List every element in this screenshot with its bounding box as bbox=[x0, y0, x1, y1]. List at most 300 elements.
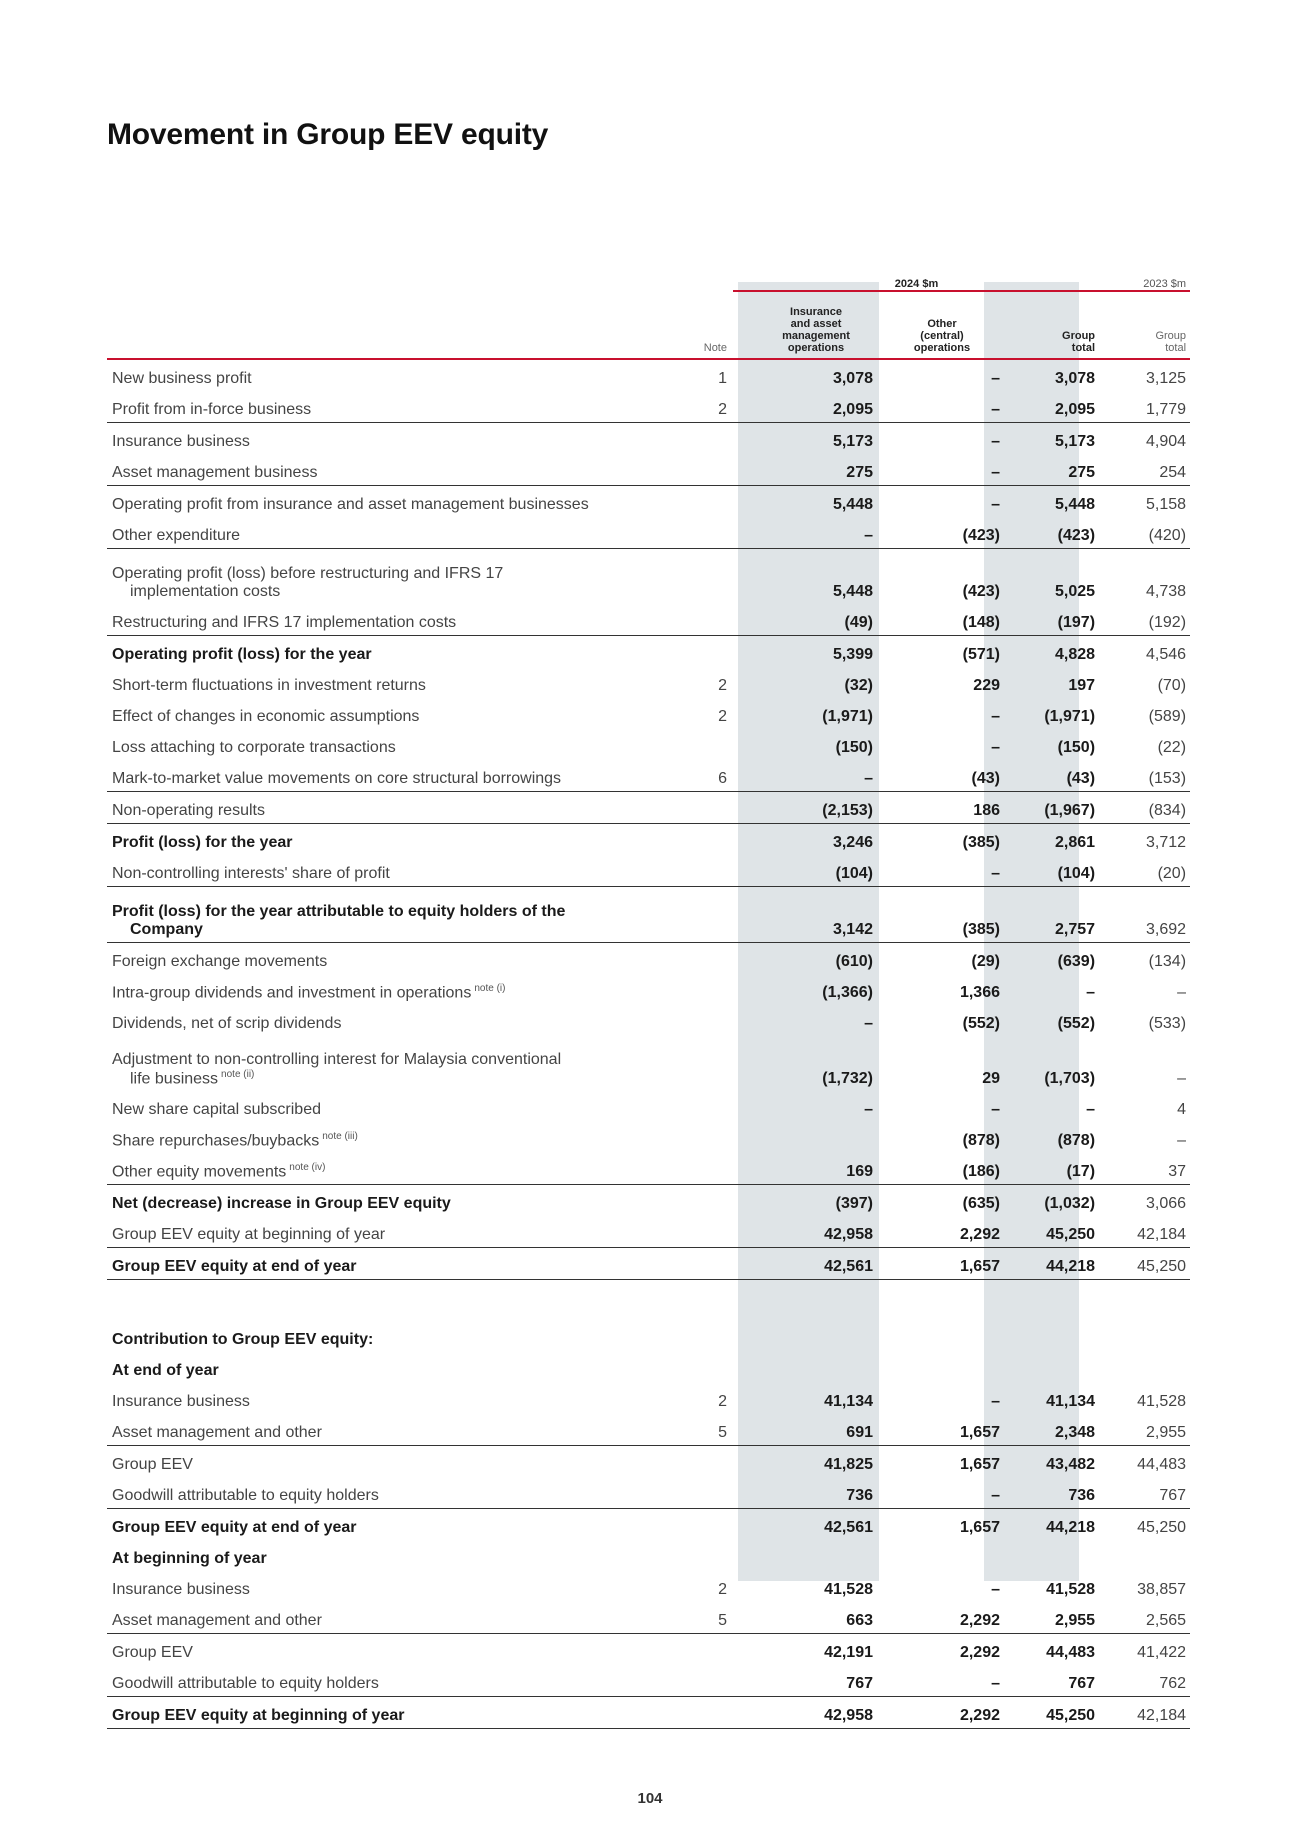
note-cell bbox=[615, 1122, 733, 1153]
note-cell bbox=[615, 1036, 733, 1091]
insurance-value-cell: (610) bbox=[835, 953, 873, 970]
row-label bbox=[107, 1005, 615, 1036]
table-row bbox=[107, 1005, 1190, 1036]
row-label-text: Profit (loss) for the year attributable to equity holders of the bbox=[112, 903, 566, 920]
group-total-2023-value-cell: 254 bbox=[1100, 454, 1190, 486]
group-total-2023-value-cell: 1,779 bbox=[1100, 391, 1190, 423]
group-total-value-cell: 45,250 bbox=[1005, 1216, 1100, 1248]
note-cell bbox=[615, 974, 733, 1005]
footnote-reference: note (i) bbox=[474, 982, 506, 994]
table-row bbox=[107, 1477, 1190, 1509]
insurance-value-cell: (1,366) bbox=[822, 984, 873, 1001]
note-cell bbox=[615, 1153, 733, 1185]
group-total-2023-value-cell: 4,904 bbox=[1145, 433, 1187, 450]
group-total-value-cell: 2,348 bbox=[1005, 1414, 1100, 1446]
page-number: 104 bbox=[637, 1790, 663, 1807]
other-value-cell: (423) bbox=[879, 517, 1005, 549]
insurance-value-cell: 41,134 bbox=[824, 1393, 873, 1410]
table-row bbox=[107, 760, 1190, 792]
group-total-2023-value-cell: (192) bbox=[1100, 604, 1190, 636]
other-value-cell: 29 bbox=[982, 1070, 1000, 1087]
row-label bbox=[107, 636, 615, 668]
row-label bbox=[107, 887, 615, 943]
other-value-cell: (385) bbox=[962, 834, 1000, 851]
insurance-value-cell: (397) bbox=[835, 1195, 873, 1212]
table-row bbox=[107, 792, 1190, 824]
row-label-continuation-text: life business bbox=[130, 1070, 219, 1087]
table-row bbox=[107, 1697, 1190, 1729]
table-row bbox=[107, 824, 1190, 856]
other-value-cell: (43) bbox=[879, 760, 1005, 792]
footnote-reference: note (iii) bbox=[322, 1130, 358, 1142]
table-row bbox=[107, 636, 1190, 668]
row-label bbox=[107, 1602, 615, 1634]
row-label bbox=[107, 1634, 615, 1666]
note-cell bbox=[615, 1634, 733, 1666]
group-total-2023-value-cell: – bbox=[1177, 984, 1187, 1001]
row-label bbox=[107, 604, 615, 636]
table-row bbox=[107, 1153, 1190, 1185]
other-value-cell: 1,366 bbox=[959, 984, 1000, 1001]
note-cell bbox=[615, 1540, 733, 1571]
note-cell: 6 bbox=[615, 760, 733, 792]
group-total-2023-value-cell: 762 bbox=[1100, 1665, 1190, 1697]
row-label-text: New share capital subscribed bbox=[112, 1101, 321, 1118]
note-cell bbox=[615, 792, 733, 824]
note-cell bbox=[615, 824, 733, 856]
other-value-cell: 2,292 bbox=[879, 1216, 1005, 1248]
group-total-2023-value-cell: 4,738 bbox=[1145, 583, 1187, 600]
row-label bbox=[107, 1036, 615, 1091]
other-value-cell: 2,292 bbox=[959, 1644, 1000, 1661]
insurance-value-cell: 42,191 bbox=[824, 1644, 873, 1661]
group-total-value-cell: – bbox=[1086, 984, 1096, 1001]
row-label bbox=[107, 1540, 615, 1571]
other-value-cell: (148) bbox=[879, 604, 1005, 636]
row-label bbox=[107, 1153, 615, 1185]
table-body bbox=[107, 359, 1190, 1729]
group-total-value-cell: (1,703) bbox=[1044, 1070, 1096, 1087]
note-cell: 2 bbox=[718, 677, 727, 694]
other-value-cell: 229 bbox=[973, 677, 1000, 694]
row-label-text: Net (decrease) increase in Group EEV equity bbox=[112, 1195, 451, 1212]
row-label bbox=[107, 486, 615, 518]
table-row bbox=[107, 517, 1190, 549]
spacer-row bbox=[107, 1280, 1190, 1322]
group-total-2023-value-cell bbox=[1100, 1280, 1190, 1322]
group-total-value-cell bbox=[1005, 1352, 1100, 1383]
table-row bbox=[107, 1248, 1190, 1280]
row-label-text: At beginning of year bbox=[112, 1550, 267, 1567]
note-cell bbox=[615, 454, 733, 486]
group-total-2023-column-heading bbox=[1100, 291, 1190, 359]
insurance-value-cell: 41,528 bbox=[824, 1581, 873, 1598]
group-total-2023-value-cell: 3,066 bbox=[1145, 1195, 1187, 1212]
group-total-2023-value-cell: (20) bbox=[1100, 855, 1190, 887]
table-row bbox=[107, 391, 1190, 423]
group-total-value-cell: 197 bbox=[1068, 677, 1096, 694]
group-total-value-cell bbox=[1005, 1321, 1100, 1352]
row-label bbox=[107, 1185, 615, 1217]
insurance-value-cell: 42,561 bbox=[824, 1519, 873, 1536]
other-value-cell: – bbox=[991, 1581, 1000, 1598]
table-row bbox=[107, 1634, 1190, 1666]
group-total-2023-value-cell bbox=[1100, 1321, 1190, 1352]
group-total-value-cell: 767 bbox=[1005, 1665, 1100, 1697]
insurance-value-cell: (104) bbox=[733, 855, 879, 887]
table-row bbox=[107, 1446, 1190, 1478]
insurance-value-cell: 42,958 bbox=[733, 1697, 879, 1729]
table-row bbox=[107, 486, 1190, 518]
insurance-value-cell: (2,153) bbox=[733, 792, 879, 824]
row-label bbox=[107, 667, 615, 698]
row-label-text: New business profit bbox=[112, 370, 252, 387]
insurance-value-cell: – bbox=[733, 760, 879, 792]
group-total-value-cell: 736 bbox=[1005, 1477, 1100, 1509]
group-total-2023-value-cell: (420) bbox=[1100, 517, 1190, 549]
group-total-2023-value-cell: 4 bbox=[1177, 1101, 1187, 1118]
group-total-2023-value-cell: 45,250 bbox=[1137, 1519, 1187, 1536]
row-label-text: Group EEV equity at beginning of year bbox=[112, 1226, 386, 1243]
year-2024-heading: 2024 $m bbox=[733, 270, 1100, 291]
table-row bbox=[107, 698, 1190, 729]
group-total-value-cell: (150) bbox=[1057, 739, 1096, 756]
other-value-cell: (635) bbox=[962, 1195, 1000, 1212]
other-value-cell: (878) bbox=[962, 1132, 1000, 1149]
group-total-value-cell: (17) bbox=[1005, 1153, 1100, 1185]
other-value-cell: 1,657 bbox=[879, 1414, 1005, 1446]
note-cell bbox=[615, 1352, 733, 1383]
group-total-value-cell: 3,078 bbox=[1054, 370, 1096, 387]
other-value-cell bbox=[879, 1540, 1005, 1571]
row-label-text: Contribution to Group EEV equity: bbox=[112, 1331, 374, 1348]
table-row bbox=[107, 729, 1190, 760]
footnote-reference: note (ii) bbox=[221, 1068, 255, 1080]
year-2023-heading: 2023 $m bbox=[1100, 270, 1190, 291]
note-cell: 2 bbox=[718, 1393, 727, 1410]
table-row bbox=[107, 667, 1190, 698]
other-value-cell: (29) bbox=[971, 953, 1000, 970]
row-label-text: Asset management and other bbox=[112, 1612, 322, 1629]
table-row bbox=[107, 1216, 1190, 1248]
section-heading-row bbox=[107, 1352, 1190, 1383]
row-label-text: Profit (loss) for the year bbox=[112, 834, 293, 851]
row-label-text: Group EEV bbox=[112, 1644, 193, 1661]
insurance-heading-line: operations bbox=[787, 342, 845, 354]
other-value-cell: – bbox=[879, 1665, 1005, 1697]
other-value-cell: – bbox=[879, 391, 1005, 423]
other-heading-line: Other bbox=[927, 318, 957, 330]
row-label bbox=[107, 974, 615, 1005]
other-value-cell: (423) bbox=[962, 583, 1000, 600]
group-total-value-cell: 5,173 bbox=[1054, 433, 1096, 450]
row-label bbox=[107, 824, 615, 856]
table-row bbox=[107, 1509, 1190, 1541]
group-total-value-cell bbox=[1005, 1280, 1100, 1322]
group-total-value-cell: (423) bbox=[1005, 517, 1100, 549]
note-cell bbox=[615, 423, 733, 455]
group-total-2023-value-cell: 38,857 bbox=[1137, 1581, 1187, 1598]
group-total-2023-value-cell: 37 bbox=[1100, 1153, 1190, 1185]
note-cell bbox=[615, 943, 733, 975]
other-value-cell: – bbox=[991, 433, 1000, 450]
note-cell bbox=[615, 636, 733, 668]
row-label bbox=[107, 1091, 615, 1122]
table-row bbox=[107, 974, 1190, 1005]
other-value-cell: – bbox=[879, 855, 1005, 887]
row-label-text: Other equity movements bbox=[112, 1163, 287, 1180]
note-cell bbox=[615, 1477, 733, 1509]
note-cell bbox=[615, 486, 733, 518]
note-cell: 5 bbox=[615, 1414, 733, 1446]
other-value-cell: (571) bbox=[962, 646, 1000, 663]
note-cell bbox=[615, 729, 733, 760]
insurance-value-cell: 663 bbox=[733, 1602, 879, 1634]
group-total-value-cell: (639) bbox=[1057, 953, 1096, 970]
eev-equity-table bbox=[107, 270, 1190, 1729]
row-label bbox=[107, 792, 615, 824]
group-total-2023-value-cell: 3,692 bbox=[1100, 887, 1190, 943]
group-total-value-cell: 5,025 bbox=[1054, 583, 1096, 600]
note-cell: 2 bbox=[718, 708, 727, 725]
row-label-continuation bbox=[112, 583, 615, 601]
other-value-cell: – bbox=[991, 1393, 1000, 1410]
other-value-cell: (385) bbox=[879, 887, 1005, 943]
row-label-text: Loss attaching to corporate transactions bbox=[112, 739, 396, 756]
insurance-value-cell: 275 bbox=[733, 454, 879, 486]
row-label-continuation bbox=[112, 1069, 615, 1088]
footnote-reference: note (iv) bbox=[289, 1161, 326, 1173]
group-total-value-cell: 4,828 bbox=[1054, 646, 1096, 663]
row-label-text: Mark-to-market value movements on core structural borrowings bbox=[112, 770, 562, 787]
table-row bbox=[107, 423, 1190, 455]
row-label-text: Short-term fluctuations in investment returns bbox=[112, 677, 426, 694]
note-cell bbox=[615, 517, 733, 549]
insurance-value-cell: 42,561 bbox=[733, 1248, 879, 1280]
row-label-text: At end of year bbox=[112, 1362, 219, 1379]
group-total-value-cell: 43,482 bbox=[1046, 1456, 1096, 1473]
other-value-cell: 2,292 bbox=[879, 1697, 1005, 1729]
row-label-text: Asset management and other bbox=[112, 1424, 322, 1441]
table-row bbox=[107, 604, 1190, 636]
insurance-value-cell bbox=[733, 1122, 879, 1153]
table-row bbox=[107, 1091, 1190, 1122]
group-total-value-cell: (1,967) bbox=[1005, 792, 1100, 824]
group-2023-heading-line: total bbox=[1165, 342, 1187, 354]
group-total-value-cell: 44,218 bbox=[1005, 1248, 1100, 1280]
row-label bbox=[107, 855, 615, 887]
row-label-text: Dividends, net of scrip dividends bbox=[112, 1015, 342, 1032]
row-label-continuation-text: Company bbox=[130, 921, 203, 938]
note-cell bbox=[615, 1321, 733, 1352]
table-row bbox=[107, 943, 1190, 975]
row-label-text: Asset management business bbox=[112, 464, 318, 481]
other-value-cell: (186) bbox=[879, 1153, 1005, 1185]
other-value-cell: – bbox=[991, 370, 1000, 387]
row-label-text: Effect of changes in economic assumptions bbox=[112, 708, 420, 725]
group-total-value-cell: 2,861 bbox=[1054, 834, 1096, 851]
insurance-value-cell bbox=[733, 1321, 879, 1352]
insurance-value-cell: (1,732) bbox=[822, 1070, 873, 1087]
row-label bbox=[107, 1383, 615, 1414]
other-value-cell bbox=[879, 1321, 1005, 1352]
eev-equity-table-container bbox=[107, 270, 1190, 1729]
row-label bbox=[107, 423, 615, 455]
row-label-text: Share repurchases/buybacks bbox=[112, 1132, 320, 1149]
insurance-value-cell bbox=[733, 1280, 879, 1322]
insurance-value-cell: – bbox=[864, 1101, 873, 1118]
row-label-text: Goodwill attributable to equity holders bbox=[112, 1487, 379, 1504]
insurance-value-cell: 5,448 bbox=[832, 496, 873, 513]
other-value-cell: 1,657 bbox=[959, 1456, 1000, 1473]
note-cell bbox=[615, 1280, 733, 1322]
insurance-value-cell: 5,173 bbox=[832, 433, 873, 450]
row-label-text: Group EEV equity at beginning of year bbox=[112, 1707, 405, 1724]
row-label bbox=[107, 1446, 615, 1478]
note-cell bbox=[615, 1509, 733, 1541]
group-total-value-cell: 275 bbox=[1005, 454, 1100, 486]
insurance-value-cell bbox=[733, 1540, 879, 1571]
section-heading-row bbox=[107, 1540, 1190, 1571]
row-label bbox=[107, 1571, 615, 1602]
other-value-cell: – bbox=[879, 454, 1005, 486]
group-total-2023-value-cell: 2,565 bbox=[1100, 1602, 1190, 1634]
group-total-2023-value-cell: 767 bbox=[1100, 1477, 1190, 1509]
group-total-2023-value-cell: 2,955 bbox=[1100, 1414, 1190, 1446]
group-total-2023-value-cell: 41,528 bbox=[1137, 1393, 1187, 1410]
note-column-heading: Note bbox=[615, 291, 733, 359]
row-label-text: Adjustment to non-controlling interest for Malaysia conventional bbox=[112, 1050, 562, 1068]
row-label-text: Operating profit (loss) for the year bbox=[112, 646, 372, 663]
note-cell bbox=[615, 887, 733, 943]
group-total-value-cell: 5,448 bbox=[1054, 496, 1096, 513]
note-cell bbox=[615, 1665, 733, 1697]
insurance-value-cell: 42,958 bbox=[733, 1216, 879, 1248]
insurance-value-cell: 5,448 bbox=[832, 583, 873, 600]
group-total-2023-value-cell: 4,546 bbox=[1145, 646, 1187, 663]
row-label bbox=[107, 1665, 615, 1697]
other-value-cell: (552) bbox=[962, 1015, 1000, 1032]
group-total-2023-value-cell: (22) bbox=[1157, 739, 1187, 756]
table-row bbox=[107, 1383, 1190, 1414]
group-total-value-cell: (197) bbox=[1005, 604, 1100, 636]
other-value-cell: 1,657 bbox=[959, 1519, 1000, 1536]
other-value-cell: – bbox=[991, 496, 1000, 513]
group-total-value-cell: (552) bbox=[1057, 1015, 1096, 1032]
row-label bbox=[107, 1697, 615, 1729]
table-row bbox=[107, 1036, 1190, 1091]
section-heading-row bbox=[107, 1321, 1190, 1352]
group-2023-heading-line: Group bbox=[1155, 330, 1187, 342]
group-total-2023-value-cell: 42,184 bbox=[1100, 1216, 1190, 1248]
row-label bbox=[107, 1280, 615, 1322]
group-total-2023-value-cell: – bbox=[1177, 1070, 1187, 1087]
insurance-value-cell: 2,095 bbox=[733, 391, 879, 423]
group-total-2023-value-cell: (589) bbox=[1148, 708, 1187, 725]
group-total-value-cell: (1,032) bbox=[1044, 1195, 1096, 1212]
note-cell bbox=[615, 855, 733, 887]
row-label-continuation-text: implementation costs bbox=[130, 583, 281, 600]
row-label bbox=[107, 729, 615, 760]
insurance-value-cell: 3,078 bbox=[832, 370, 873, 387]
note-cell: 1 bbox=[718, 370, 727, 387]
row-label bbox=[107, 391, 615, 423]
row-label-text: Group EEV equity at end of year bbox=[112, 1519, 357, 1536]
table-row bbox=[107, 1665, 1190, 1697]
group-total-value-cell: 41,528 bbox=[1046, 1581, 1096, 1598]
other-value-cell: 2,292 bbox=[879, 1602, 1005, 1634]
insurance-value-cell: 767 bbox=[733, 1665, 879, 1697]
group-total-2023-value-cell: – bbox=[1177, 1132, 1187, 1149]
row-label-text: Non-operating results bbox=[112, 802, 265, 819]
group-total-2023-value-cell: 3,125 bbox=[1145, 370, 1187, 387]
note-cell bbox=[615, 549, 733, 605]
row-label bbox=[107, 1352, 615, 1383]
note-cell bbox=[615, 1248, 733, 1280]
insurance-value-cell: 736 bbox=[733, 1477, 879, 1509]
insurance-value-cell: 5,399 bbox=[832, 646, 873, 663]
group-total-value-cell: 41,134 bbox=[1046, 1393, 1096, 1410]
note-cell bbox=[615, 1446, 733, 1478]
table-row bbox=[107, 1185, 1190, 1217]
insurance-value-cell: (1,971) bbox=[822, 708, 873, 725]
insurance-value-cell: 41,825 bbox=[824, 1456, 873, 1473]
group-total-value-cell: 44,483 bbox=[1046, 1644, 1096, 1661]
group-total-2023-value-cell: (134) bbox=[1148, 953, 1187, 970]
row-label bbox=[107, 1414, 615, 1446]
group-total-value-cell: – bbox=[1086, 1101, 1096, 1118]
note-cell bbox=[615, 604, 733, 636]
row-label bbox=[107, 698, 615, 729]
table-row bbox=[107, 359, 1190, 391]
insurance-heading-line: Insurance bbox=[790, 306, 842, 318]
row-label bbox=[107, 1248, 615, 1280]
insurance-value-cell: 3,142 bbox=[733, 887, 879, 943]
other-heading-line: (central) bbox=[920, 330, 964, 342]
group-total-value-cell: (878) bbox=[1057, 1132, 1096, 1149]
insurance-value-cell bbox=[733, 1352, 879, 1383]
insurance-value-cell: – bbox=[733, 517, 879, 549]
row-label-text: Insurance business bbox=[112, 1393, 250, 1410]
other-value-cell: – bbox=[991, 739, 1000, 756]
table-row bbox=[107, 1571, 1190, 1602]
insurance-value-cell: (49) bbox=[733, 604, 879, 636]
row-label-continuation bbox=[112, 921, 615, 939]
row-label-text: Goodwill attributable to equity holders bbox=[112, 1675, 379, 1692]
table-row bbox=[107, 454, 1190, 486]
row-label-text: Operating profit (loss) before restructuring and IFRS 17 bbox=[112, 565, 504, 582]
insurance-value-cell: 3,246 bbox=[832, 834, 873, 851]
other-value-cell bbox=[879, 1352, 1005, 1383]
row-label-text: Restructuring and IFRS 17 implementation costs bbox=[112, 614, 457, 631]
note-cell: 2 bbox=[615, 391, 733, 423]
other-column-heading bbox=[879, 291, 1005, 359]
row-label-text: Non-controlling interests' share of profit bbox=[112, 865, 390, 882]
group-total-2023-value-cell bbox=[1100, 1352, 1190, 1383]
insurance-value-cell: – bbox=[864, 1015, 873, 1032]
other-value-cell: – bbox=[991, 708, 1000, 725]
insurance-value-cell: 169 bbox=[733, 1153, 879, 1185]
group-total-2023-value-cell: 42,184 bbox=[1100, 1697, 1190, 1729]
group-total-value-cell: 45,250 bbox=[1005, 1697, 1100, 1729]
note-cell bbox=[615, 1216, 733, 1248]
group-total-2023-value-cell: (533) bbox=[1148, 1015, 1187, 1032]
row-label bbox=[107, 1477, 615, 1509]
table-row bbox=[107, 1122, 1190, 1153]
insurance-heading-line: and asset bbox=[790, 318, 842, 330]
table-row bbox=[107, 549, 1190, 605]
row-label-text: Intra-group dividends and investment in operations bbox=[112, 984, 472, 1001]
